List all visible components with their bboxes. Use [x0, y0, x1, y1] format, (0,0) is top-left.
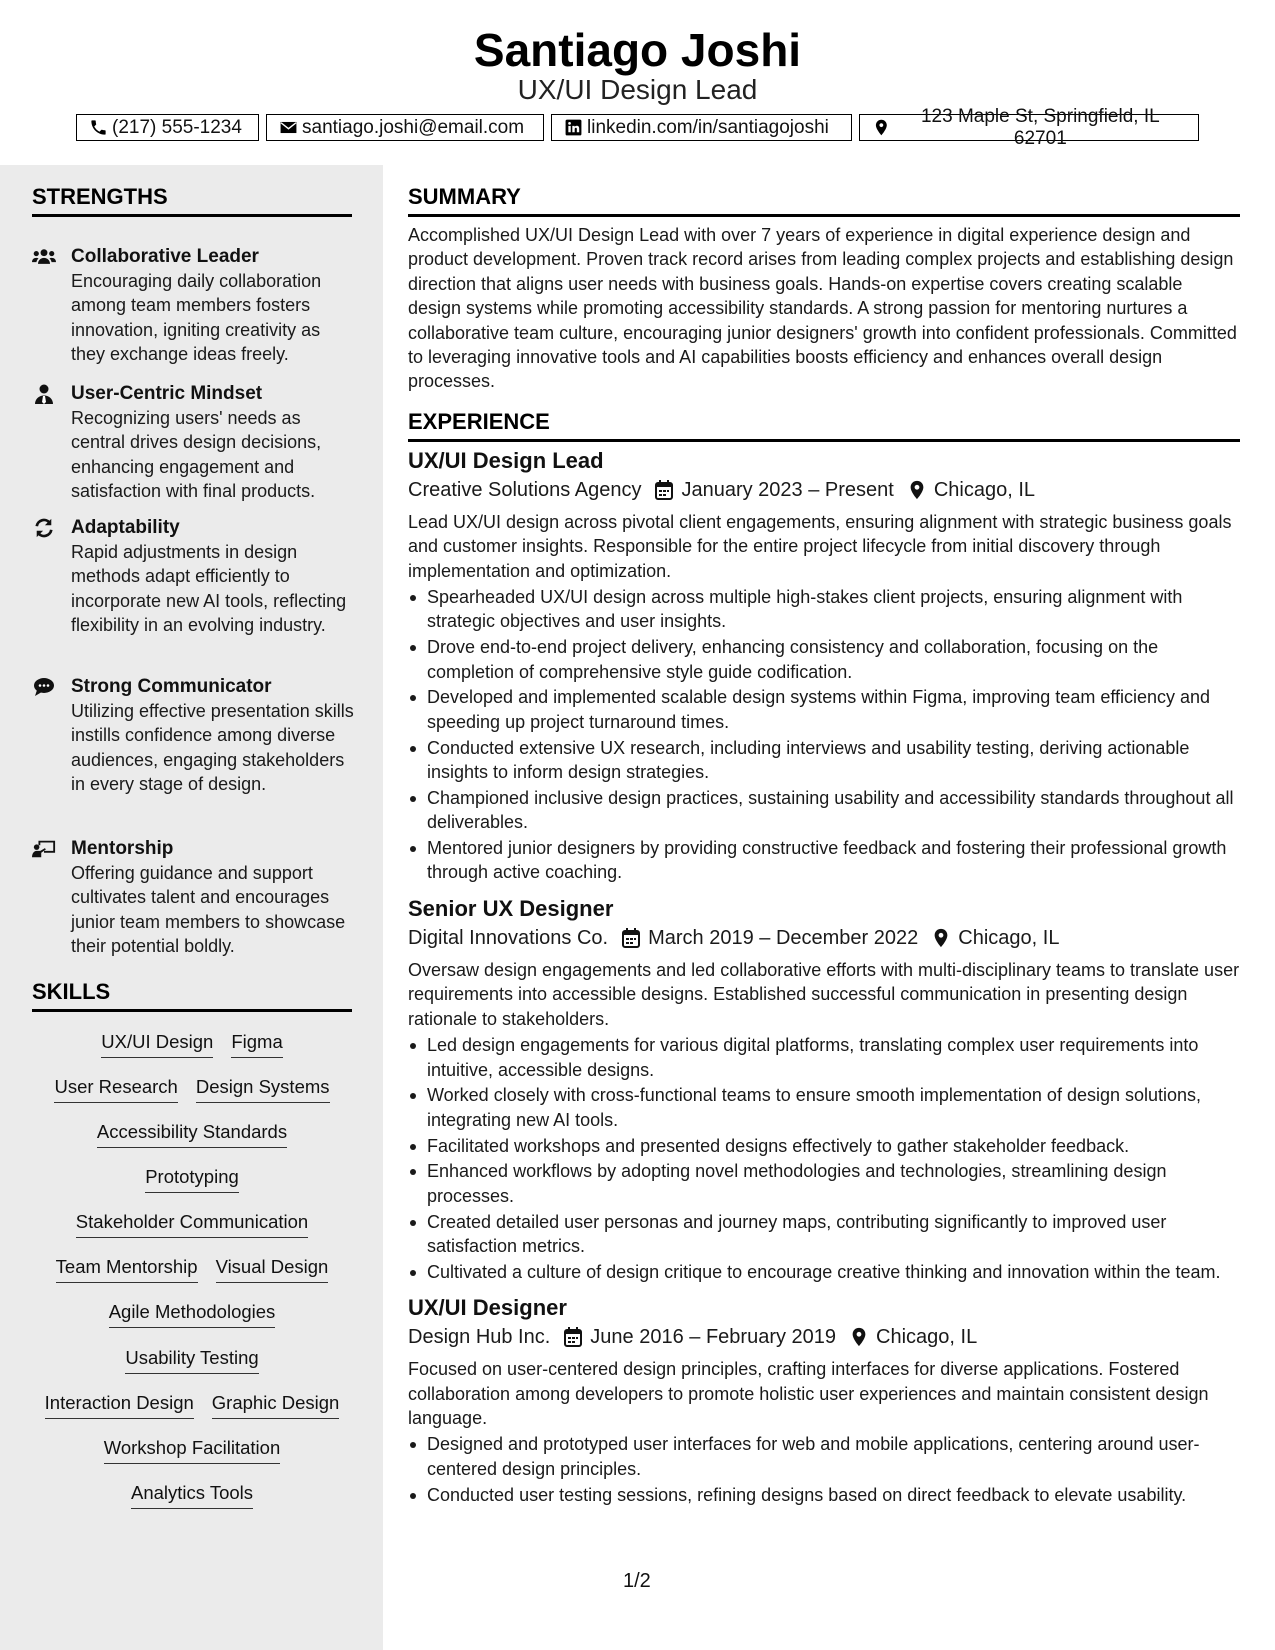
- map-pin-icon: [932, 928, 950, 948]
- contact-email[interactable]: [266, 114, 544, 141]
- strength-desc: Offering guidance and support cultivates talent and encourages junior team members to showcase their potential boldly.: [71, 863, 346, 956]
- skill-tag: Figma: [231, 1030, 282, 1058]
- skill-tag: Graphic Design: [212, 1391, 340, 1419]
- linkedin-text: linkedin.com/in/santiagojoshi: [587, 116, 829, 138]
- job-bullets: [408, 1033, 1240, 1284]
- skill-tag: Agile Methodologies: [109, 1300, 276, 1328]
- skill-tag: UX/UI Design: [101, 1030, 213, 1058]
- contact-phone: [76, 114, 259, 141]
- user-tie-icon: [32, 384, 56, 404]
- address-text: 123 Maple St, Springfield, IL 62701: [920, 105, 1160, 149]
- job-bullet: Worked closely with cross-functional teams to ensure smooth implementation of design solutions, integrating new AI tools.: [408, 1083, 1240, 1132]
- skill-tag: Design Systems: [196, 1075, 330, 1103]
- summary-divider: [408, 214, 1240, 217]
- experience-heading: EXPERIENCE: [408, 408, 550, 434]
- job-meta: [408, 924, 1240, 952]
- job-dates: January 2023 – Present: [681, 478, 894, 501]
- users-icon: [32, 247, 56, 267]
- strengths-divider: [32, 214, 352, 217]
- job-bullet: Cultivated a culture of design critique to encourage creative thinking and innovation within the team.: [408, 1260, 1240, 1284]
- strength-title: User-Centric Mindset: [71, 383, 263, 404]
- skill-row: [32, 1481, 352, 1509]
- job-title: UX/UI Designer: [408, 1295, 567, 1321]
- job-meta: [408, 476, 1240, 504]
- skill-tag: Prototyping: [145, 1165, 239, 1193]
- candidate-title: UX/UI Design Lead: [517, 74, 758, 105]
- job-company: Digital Innovations Co.: [408, 926, 609, 949]
- skill-row: [32, 1165, 352, 1193]
- job-bullet: Conducted extensive UX research, including interviews and usability testing, deriving actionable insights to inform design strategies.: [408, 736, 1240, 785]
- skill-tag: Team Mentorship: [56, 1255, 198, 1283]
- skill-row: [32, 1300, 352, 1328]
- map-pin-icon: [908, 480, 926, 500]
- strength-desc: Utilizing effective presentation skills instills confidence among diverse audiences, engaging stakeholders in every stage of design.: [71, 701, 354, 794]
- skill-tag: Usability Testing: [125, 1346, 258, 1374]
- job-bullets: [408, 585, 1240, 885]
- job-bullet: Facilitated workshops and presented designs effectively to gather stakeholder feedback.: [408, 1134, 1240, 1158]
- job-bullet: Created detailed user personas and journey maps, contributing significantly to improved user satisfaction metrics.: [408, 1210, 1240, 1259]
- sidebar: [0, 165, 383, 1650]
- linkedin-icon: [564, 118, 583, 137]
- job-bullet: Championed inclusive design practices, sustaining usability and accessibility standards throughout all deliverables.: [408, 786, 1240, 835]
- job-company: Creative Solutions Agency: [408, 478, 642, 501]
- experience-divider: [408, 439, 1240, 442]
- job-title: Senior UX Designer: [408, 895, 614, 921]
- skill-tag: Stakeholder Communication: [76, 1210, 308, 1238]
- strength-desc: Encouraging daily collaboration among team members fosters innovation, igniting creativity as they exchange ideas freely.: [71, 271, 322, 364]
- job-summary: Oversaw design engagements and led collaborative efforts with multi-disciplinary teams to translate user requirements into accessible designs. Established successful communication in presenting design rationale to stakeholders.: [408, 959, 1240, 1029]
- skill-tag: Analytics Tools: [131, 1481, 253, 1509]
- job-bullet: Conducted user testing sessions, refining designs based on direct feedback to elevate usability.: [408, 1483, 1240, 1507]
- chat-icon: [32, 677, 56, 697]
- job-summary: Focused on user-centered design principles, crafting interfaces for diverse applications. Fostered collaboration among developers to promote holistic user experiences and maintain consistent design language.: [408, 1359, 1209, 1428]
- strength-title: Collaborative Leader: [71, 246, 259, 267]
- job-bullet: Led design engagements for various digital platforms, translating complex user requirements into intuitive, accessible designs.: [408, 1033, 1240, 1082]
- strength-title: Mentorship: [71, 838, 174, 859]
- skill-row: [32, 1255, 352, 1283]
- phone-icon: [89, 118, 108, 137]
- job-location: Chicago, IL: [958, 926, 1060, 949]
- skill-row: [32, 1075, 352, 1103]
- strength-desc: Recognizing users' needs as central drives design decisions, enhancing engagement and satisfaction with final products.: [71, 408, 322, 501]
- job-dates: June 2016 – February 2019: [590, 1326, 837, 1349]
- skill-row: [32, 1346, 352, 1374]
- main-content: [408, 165, 1240, 1508]
- sync-icon: [32, 518, 56, 538]
- strength-title: Strong Communicator: [71, 676, 272, 697]
- job-summary: Lead UX/UI design across pivotal client engagements, ensuring alignment with strategic business goals and customer insights. Responsible for the entire project lifecycle from initial discovery through implementation and optimization.: [408, 511, 1232, 581]
- summary-heading: SUMMARY: [408, 184, 521, 209]
- candidate-name: Santiago Joshi: [473, 24, 802, 76]
- strengths-heading: STRENGTHS: [32, 184, 168, 209]
- skill-tag: User Research: [54, 1075, 177, 1103]
- teacher-icon: [32, 839, 56, 859]
- page-number: 1/2: [623, 1570, 651, 1592]
- map-pin-icon: [850, 1327, 868, 1347]
- skills-section: [32, 977, 352, 1503]
- skills-heading: SKILLS: [32, 979, 111, 1004]
- job-entry: [408, 446, 1240, 885]
- job-bullet: Drove end-to-end project delivery, enhancing consistency and collaboration, focusing on the completion of comprehensive style guide codification.: [408, 635, 1240, 684]
- phone-text: (217) 555-1234: [112, 116, 242, 138]
- email-text: santiago.joshi@email.com: [302, 116, 525, 138]
- skill-row: [32, 1391, 352, 1419]
- skill-row: [32, 1030, 352, 1058]
- contact-address: [859, 105, 1199, 149]
- summary-text: Accomplished UX/UI Design Lead with over 7 years of experience in digital experience design and product development. Proven track record arises from leading complex projects and establishing design direction that aligns user needs with business goals. Hands-on expertise covers creating scalable design systems while promoting accessibility standards. A strong passion for mentoring nurtures a collaborative team culture, encouraging junior designers' growth into confident professionals. Committed to leveraging innovative tools and AI capabilities boosts efficiency and enhances overall design processes.: [408, 225, 1237, 392]
- job-title: UX/UI Design Lead: [408, 447, 604, 473]
- job-bullet: Enhanced workflows by adopting novel methodologies and technologies, streamlining design processes.: [408, 1159, 1240, 1208]
- skill-tag: Accessibility Standards: [97, 1120, 287, 1148]
- skill-row: [32, 1436, 352, 1464]
- job-bullet: Mentored junior designers by providing constructive feedback and fostering their professional growth through active coaching.: [408, 836, 1240, 885]
- skills-divider: [32, 1009, 352, 1012]
- job-entry: [408, 894, 1240, 1284]
- job-bullet: Spearheaded UX/UI design across multiple high-stakes client projects, ensuring alignment with strategic objectives and user insights.: [408, 585, 1240, 634]
- job-location: Chicago, IL: [933, 478, 1036, 501]
- job-location: Chicago, IL: [876, 1326, 978, 1349]
- job-bullets: [408, 1432, 1240, 1507]
- job-bullet: Designed and prototyped user interfaces for web and mobile applications, centering around user-centered design principles.: [408, 1432, 1240, 1481]
- resume-header: [0, 0, 1275, 165]
- skill-tag: Visual Design: [216, 1255, 329, 1283]
- strength-title: Adaptability: [71, 517, 180, 538]
- job-dates: March 2019 – December 2022: [648, 926, 919, 949]
- skill-row: [32, 1120, 352, 1148]
- map-pin-icon: [872, 118, 891, 137]
- skill-tag: Interaction Design: [45, 1391, 194, 1419]
- envelope-icon: [279, 118, 298, 137]
- job-meta: [408, 1323, 1240, 1351]
- calendar-icon: [564, 1327, 582, 1347]
- job-entry: [408, 1293, 1240, 1507]
- strength-desc: Rapid adjustments in design methods adapt efficiently to incorporate new AI tools, reflecting flexibility in an evolving industry.: [71, 542, 347, 635]
- strengths-section: [32, 182, 354, 956]
- calendar-icon: [655, 480, 673, 500]
- contact-bar: [0, 105, 1275, 149]
- skill-row: [32, 1210, 352, 1238]
- job-bullet: Developed and implemented scalable design systems within Figma, improving team efficiency and speeding up project turnaround times.: [408, 685, 1240, 734]
- calendar-icon: [622, 928, 640, 948]
- job-company: Design Hub Inc.: [408, 1326, 551, 1349]
- skill-tag: Workshop Facilitation: [104, 1436, 281, 1464]
- contact-linkedin[interactable]: [551, 114, 852, 141]
